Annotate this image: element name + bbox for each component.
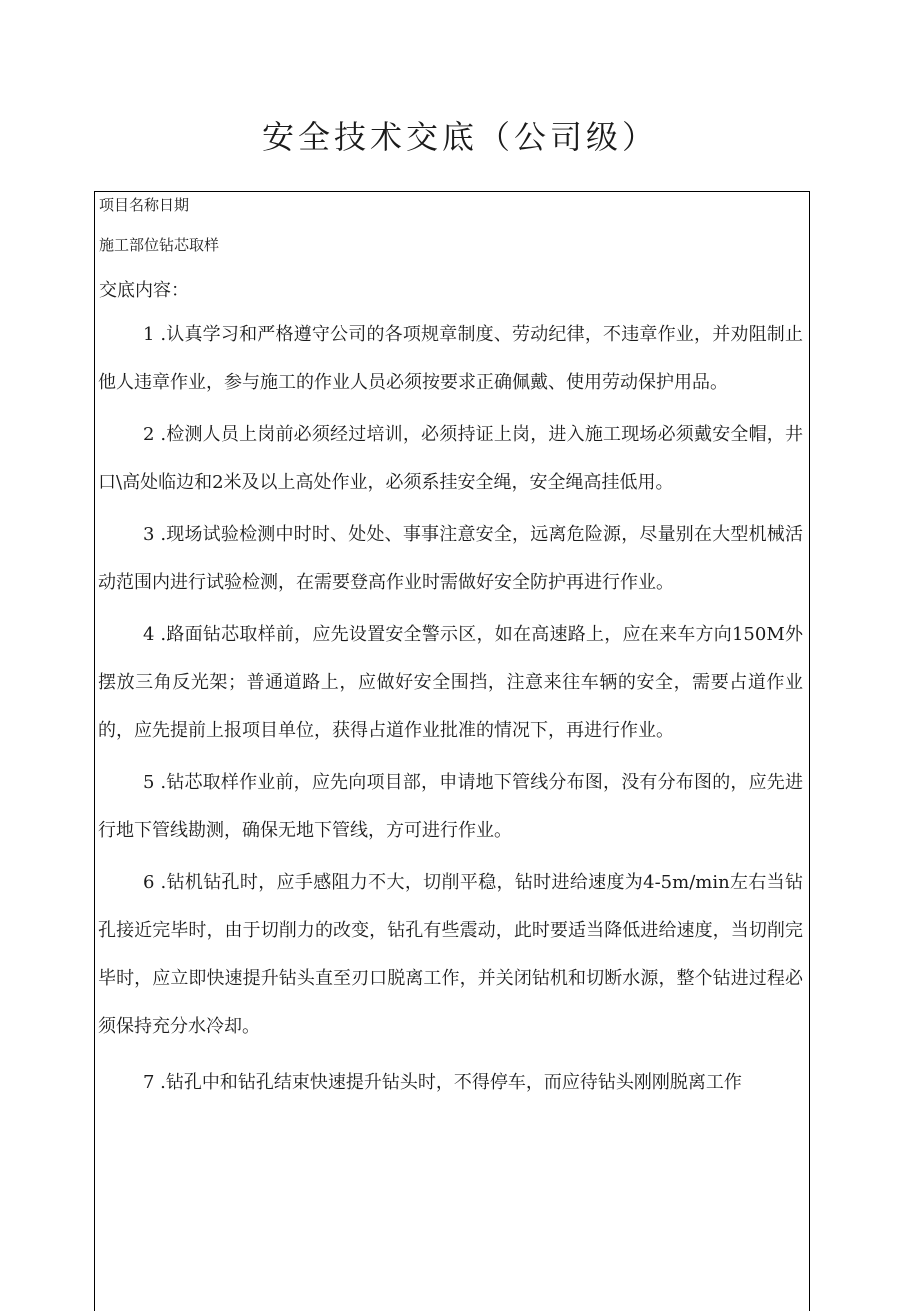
project-name-date-line: 项目名称日期 [99, 196, 190, 214]
paragraph-6: 6 .钻机钻孔时，应手感阻力不大，切削平稳，钻时进给速度为4-5m∕min左右当钻孔接近完毕时，由于切削力的改变，钻孔有些震动，此时要适当降低进给速度，当切削完毕时，应立即快速提升钻头直至刃口脱离工作，并关闭钻机和切断水源，整个钻进过程必须保持充分水冷却。 [98, 872, 803, 1037]
document-title: 安全技术交底（公司级） [261, 118, 658, 156]
paragraph-7: 7 .钻孔中和钻孔结束快速提升钻头时，不得停车，而应待钻头刚刚脱离工作 [143, 1072, 742, 1093]
disclosure-table [94, 191, 810, 1311]
paragraph-4: 4 .路面钻芯取样前，应先设置安全警示区，如在高速路上，应在来车方向150M外摆放三角反光架；普通道路上，应做好安全围挡，注意来往车辆的安全，需要占道作业的，应先提前上报项目单位，获得占道作业批准的情况下，再进行作业。 [98, 624, 803, 741]
construction-part-line: 施工部位钻芯取样 [99, 236, 220, 254]
disclosure-content-label: 交底内容： [99, 280, 189, 301]
paragraph-1: 1 .认真学习和严格遵守公司的各项规章制度、劳动纪律，不违章作业，并劝阻制止他人违章作业，参与施工的作业人员必须按要求正确佩戴、使用劳动保护用品。 [98, 324, 803, 393]
paragraph-5: 5 .钻芯取样作业前，应先向项目部，申请地下管线分布图，没有分布图的，应先进行地下管线勘测，确保无地下管线，方可进行作业。 [98, 772, 803, 841]
paragraph-2: 2 .检测人员上岗前必须经过培训，必须持证上岗，进入施工现场必须戴安全帽，井口\高处临边和2米及以上高处作业，必须系挂安全绳，安全绳高挂低用。 [98, 424, 803, 493]
disclosure-paragraphs [98, 311, 803, 1111]
paragraph-3: 3 .现场试验检测中时时、处处、事事注意安全，远离危险源，尽量别在大型机械活动范围内进行试验检测，在需要登高作业时需做好安全防护再进行作业。 [98, 524, 803, 593]
